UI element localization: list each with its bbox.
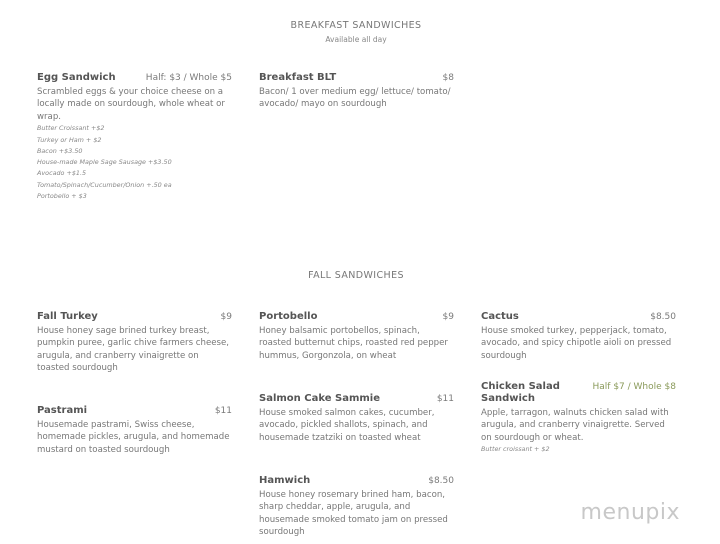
item-name: Breakfast BLT bbox=[259, 72, 337, 83]
item-description: Apple, tarragon, walnuts chicken salad with arugula, and cranberry vinaigrette. Served on sourdough or wheat. bbox=[481, 408, 669, 443]
fall-section-title: FALL SANDWICHES bbox=[308, 270, 404, 281]
menu-item-portobello bbox=[259, 311, 454, 362]
item-description: Bacon/ 1 over medium egg/ lettuce/ tomato/ avocado/ mayo on sourdough bbox=[259, 87, 451, 110]
extra-option: Butter croissant + $2 bbox=[481, 445, 550, 454]
extra-option: House-made Maple Sage Sausage +$3.50 bbox=[37, 158, 172, 167]
menu-item-chicken-salad-sandwich bbox=[481, 381, 676, 456]
item-price: $9 bbox=[220, 312, 232, 322]
menupix-watermark: menupix bbox=[580, 500, 680, 525]
item-name: Cactus bbox=[481, 311, 519, 322]
menu-item-breakfast-blt bbox=[259, 72, 454, 111]
item-description: Scrambled eggs & your choice cheese on a locally made on sourdough, whole wheat or wrap. bbox=[37, 87, 225, 122]
item-price: $11 bbox=[436, 394, 454, 404]
item-extras bbox=[481, 444, 676, 455]
extra-option: Butter Croissant +$2 bbox=[37, 124, 105, 133]
item-price: Half $7 / Whole $8 bbox=[592, 382, 676, 392]
item-name: Chicken Salad Sandwich bbox=[481, 381, 560, 404]
extra-option: Portobello + $3 bbox=[37, 192, 87, 200]
item-price: $8.50 bbox=[650, 312, 676, 322]
item-description: House honey sage brined turkey breast, pumpkin puree, garlic chive farmers cheese, arugula, and cranberry vinaigrette on toasted sourdough bbox=[37, 326, 230, 374]
item-name: Salmon Cake Sammie bbox=[259, 393, 381, 404]
breakfast-section-subtitle: Available all day bbox=[325, 35, 387, 44]
item-name: Fall Turkey bbox=[37, 311, 98, 322]
extra-option: Bacon +$3.50 bbox=[37, 146, 83, 155]
item-price: $8 bbox=[442, 73, 454, 83]
extra-option: Avocado +$1.5 bbox=[37, 169, 87, 178]
item-name: Egg Sandwich bbox=[37, 72, 116, 83]
item-description: House smoked turkey, pepperjack, tomato, avocado, and spicy chipotle aioli on pressed sourdough bbox=[481, 326, 672, 361]
extra-option: Turkey or Ham + $2 bbox=[37, 135, 102, 144]
extra-option: Tomato/Spinach/Cucumber/Onion +.50 ea bbox=[37, 180, 172, 189]
breakfast-section-title: BREAKFAST SANDWICHES bbox=[290, 20, 422, 31]
item-description: Housemade pastrami, Swiss cheese, homemade pickles, arugula, and homemade mustard on toasted sourdough bbox=[37, 420, 230, 455]
menu-item-cactus bbox=[481, 311, 676, 362]
item-price: $9 bbox=[442, 312, 454, 322]
menu-item-fall-turkey bbox=[37, 311, 232, 375]
item-description: House smoked salmon cakes, cucumber, avocado, pickled shallots, spinach, and housemade tzatziki on toasted wheat bbox=[259, 408, 435, 443]
menu-item-salmon-cake-sammie bbox=[259, 393, 454, 444]
item-description: House honey rosemary brined ham, bacon, sharp cheddar, apple, arugula, and housemade smoked tomato jam on pressed sourdough bbox=[259, 490, 448, 538]
item-extras bbox=[37, 123, 232, 202]
item-name: Portobello bbox=[259, 311, 318, 322]
item-name: Hamwich bbox=[259, 475, 311, 486]
menu-item-hamwich bbox=[259, 475, 454, 539]
menu-item-pastrami bbox=[37, 405, 232, 456]
menu-item-egg-sandwich bbox=[37, 72, 232, 202]
item-price: Half: $3 / Whole $5 bbox=[145, 73, 232, 83]
item-price: $11 bbox=[214, 406, 232, 416]
item-name: Pastrami bbox=[37, 405, 88, 416]
item-description: Honey balsamic portobellos, spinach, roasted butternut chips, roasted red pepper hummus, Gorgonzola, on wheat bbox=[259, 326, 448, 361]
item-price: $8.50 bbox=[428, 476, 454, 486]
